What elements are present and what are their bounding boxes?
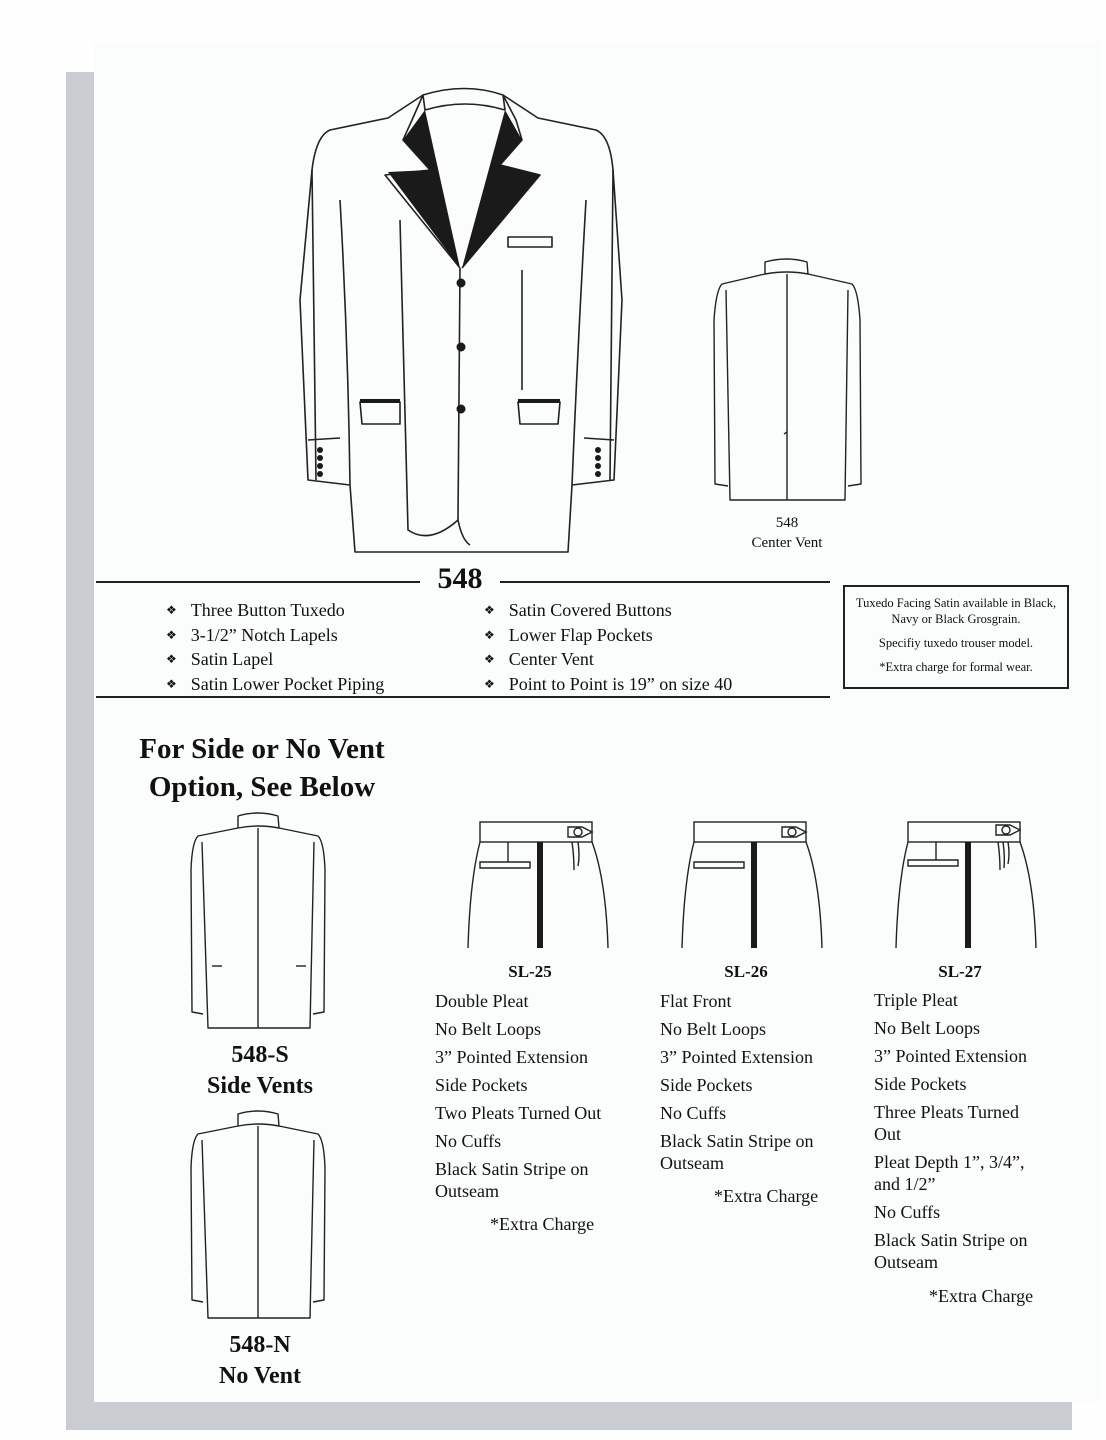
feature-item: Black Satin Stripe on Outseam: [874, 1230, 1028, 1272]
feature-item: ❖ Satin Covered Buttons: [484, 599, 732, 624]
feature-item: No Cuffs: [874, 1202, 941, 1222]
jacket-back-center-vent-illustration: [712, 258, 864, 506]
feature-item: No Belt Loops: [660, 1019, 766, 1039]
trouser-sl25-features: [435, 990, 645, 1208]
feature-item: Triple Pleat: [874, 990, 958, 1010]
feature-item: Pleat Depth 1”, 3/4”, and 1/2”: [874, 1152, 1025, 1194]
feature-item: Black Satin Stripe on Outseam: [435, 1159, 589, 1201]
jacket-back-no-vent-illustration: [190, 1110, 326, 1320]
feature-item: No Cuffs: [660, 1103, 727, 1123]
feature-item: No Cuffs: [435, 1131, 502, 1151]
back-caption-number: 548: [775, 515, 799, 531]
trouser-sl27-illustration: [890, 818, 1050, 954]
side-vent-label: [180, 1040, 340, 1102]
feature-item: 3” Pointed Extension: [660, 1047, 813, 1067]
vent-code: 548-N: [229, 1332, 291, 1358]
feature-item: ❖ Three Button Tuxedo: [166, 599, 384, 624]
feature-item: Side Pockets: [660, 1075, 753, 1095]
back-caption-vent: Center Vent: [751, 535, 823, 551]
features-left: [166, 599, 384, 697]
feature-item: Side Pockets: [874, 1074, 967, 1094]
note-line: Tuxedo Facing Satin available in Black, Navy or Black Grosgrain.: [855, 596, 1057, 626]
jacket-back-side-vents-illustration: [190, 812, 326, 1032]
page-shadow-bottom: [66, 1402, 1072, 1430]
note-line: Specifiy tuxedo trouser model.: [878, 636, 1034, 650]
rule-top-right: [500, 581, 830, 583]
feature-item: 3” Pointed Extension: [435, 1047, 588, 1067]
extra-charge-note: *Extra Charge: [490, 1214, 595, 1234]
feature-item: Three Pleats Turned Out: [874, 1102, 1019, 1144]
note-line: *Extra charge for formal wear.: [879, 660, 1033, 674]
feature-item: ❖ Point to Point is 19” on size 40: [484, 673, 732, 698]
vent-code: 548-S: [231, 1042, 289, 1068]
page-shadow-left: [66, 72, 94, 1430]
trouser-sl25-illustration: [460, 818, 620, 954]
jacket-front-illustration: [296, 80, 626, 560]
feature-item: ❖ Center Vent: [484, 648, 732, 673]
feature-item: ❖ Lower Flap Pockets: [484, 624, 732, 649]
trouser-sl26-features: [660, 990, 850, 1180]
note-box: [843, 585, 1069, 689]
model-number: 548: [437, 562, 483, 595]
trouser-sl26-illustration: [676, 818, 836, 954]
feature-item: No Belt Loops: [435, 1019, 541, 1039]
vent-option-heading: For Side or No Vent Option, See Below: [139, 733, 385, 803]
extra-charge-note: *Extra Charge: [714, 1186, 819, 1206]
rule-top-left: [96, 581, 420, 583]
back-view-caption: [737, 513, 837, 553]
feature-item: 3” Pointed Extension: [874, 1046, 1027, 1066]
trouser-code: SL-26: [724, 962, 768, 981]
feature-item: Two Pleats Turned Out: [435, 1103, 602, 1123]
no-vent-label: [180, 1330, 340, 1392]
trouser-code: SL-25: [508, 962, 552, 981]
feature-item: Double Pleat: [435, 991, 529, 1011]
feature-item: Flat Front: [660, 991, 732, 1011]
rule-bottom: [96, 696, 830, 698]
vent-name: Side Vents: [206, 1073, 314, 1099]
extra-charge-note: *Extra Charge: [929, 1286, 1034, 1306]
feature-item: ❖ Satin Lower Pocket Piping: [166, 673, 384, 698]
features-right: [484, 599, 732, 697]
trouser-sl27-features: [874, 989, 1074, 1279]
feature-item: ❖ 3-1/2” Notch Lapels: [166, 624, 384, 649]
feature-item: ❖ Satin Lapel: [166, 648, 384, 673]
feature-item: Side Pockets: [435, 1075, 528, 1095]
trouser-code: SL-27: [938, 962, 982, 981]
feature-item: No Belt Loops: [874, 1018, 980, 1038]
vent-name: No Vent: [218, 1363, 302, 1389]
feature-item: Black Satin Stripe on Outseam: [660, 1131, 814, 1173]
